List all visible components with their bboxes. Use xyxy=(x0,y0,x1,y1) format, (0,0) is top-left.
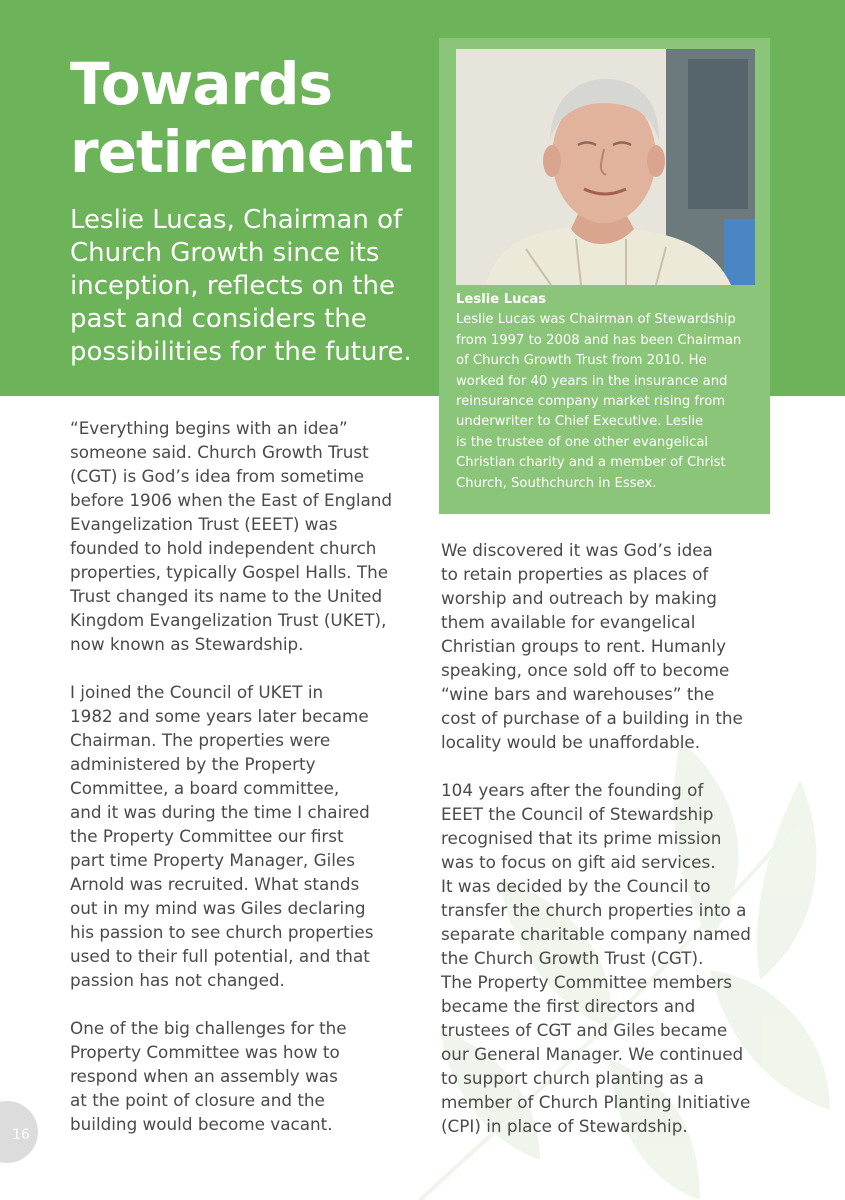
body-line: trustees of CGT and Giles became xyxy=(441,1020,728,1040)
body-paragraph xyxy=(70,416,410,656)
body-line: 104 years after the founding of xyxy=(441,780,704,800)
photo-caption xyxy=(456,290,766,494)
body-line: and it was during the time I chaired xyxy=(70,802,370,822)
body-line: now known as Stewardship. xyxy=(70,634,304,654)
body-line: passion has not changed. xyxy=(70,970,285,990)
body-line: We discovered it was God’s idea xyxy=(441,540,713,560)
caption-name: Leslie Lucas xyxy=(456,292,547,307)
body-line: member of Church Planting Initiative xyxy=(441,1092,751,1112)
body-line: 1982 and some years later became xyxy=(70,706,369,726)
caption-line: Christian charity and a member of Christ xyxy=(456,455,726,471)
body-paragraph xyxy=(441,538,781,754)
body-line: at the point of closure and the xyxy=(70,1090,325,1110)
body-line: transfer the church properties into a xyxy=(441,900,747,920)
body-line: (CGT) is God’s idea from sometime xyxy=(70,466,365,486)
portrait-photo xyxy=(456,49,755,285)
body-line: locality would be unaffordable. xyxy=(441,732,701,752)
page-title xyxy=(70,50,430,186)
body-line: One of the big challenges for the xyxy=(70,1018,347,1038)
body-line: founded to hold independent church xyxy=(70,538,377,558)
body-line: (CPI) in place of Stewardship. xyxy=(441,1116,688,1136)
body-line: worship and outreach by making xyxy=(441,588,717,608)
body-line: to retain properties as places of xyxy=(441,564,709,584)
subtitle-line: Church Growth since its xyxy=(70,238,380,268)
body-line: Evangelization Trust (EEET) was xyxy=(70,514,338,534)
page-number: 16 xyxy=(12,1127,30,1143)
body-line: Christian groups to rent. Humanly xyxy=(441,636,727,656)
body-line: Committee, a board committee, xyxy=(70,778,340,798)
body-line: Property Committee was how to xyxy=(70,1042,340,1062)
body-line: before 1906 when the East of England xyxy=(70,490,393,510)
caption-line: reinsurance company market rising from xyxy=(456,394,726,410)
title-line: retirement xyxy=(70,118,413,186)
body-line: speaking, once sold off to become xyxy=(441,660,730,680)
body-line: used to their full potential, and that xyxy=(70,946,370,966)
body-line: I joined the Council of UKET in xyxy=(70,682,324,702)
caption-line: of Church Growth Trust from 2010. He xyxy=(456,353,707,369)
body-line: Arnold was recruited. What stands xyxy=(70,874,360,894)
subtitle xyxy=(70,204,420,369)
body-column-left xyxy=(70,416,410,1160)
body-line: separate charitable company named xyxy=(441,924,751,944)
subtitle-line: Leslie Lucas, Chairman of xyxy=(70,205,403,235)
title-line: Towards xyxy=(70,50,333,118)
body-line: became the first directors and xyxy=(441,996,696,1016)
body-column-right xyxy=(441,538,781,1162)
body-line: Trust changed its name to the United xyxy=(70,586,383,606)
body-line: recognised that its prime mission xyxy=(441,828,722,848)
body-line: Kingdom Evangelization Trust (UKET), xyxy=(70,610,387,630)
caption-line: from 1997 to 2008 and has been Chairman xyxy=(456,332,742,348)
body-line: his passion to see church properties xyxy=(70,922,374,942)
caption-line: underwriter to Chief Executive. Leslie xyxy=(456,414,704,430)
body-paragraph xyxy=(70,1016,410,1136)
body-line: the Church Growth Trust (CGT). xyxy=(441,948,704,968)
body-line: administered by the Property xyxy=(70,754,316,774)
caption-line: worked for 40 years in the insurance and xyxy=(456,373,728,389)
body-line: properties, typically Gospel Halls. The xyxy=(70,562,389,582)
subtitle-line: past and considers the xyxy=(70,304,367,334)
caption-line: Leslie Lucas was Chairman of Stewardship xyxy=(456,312,736,328)
body-line: respond when an assembly was xyxy=(70,1066,338,1086)
body-line: “wine bars and warehouses” the xyxy=(441,684,715,704)
body-line: to support church planting as a xyxy=(441,1068,704,1088)
body-line: “Everything begins with an idea” xyxy=(70,418,348,438)
portrait-illustration xyxy=(456,49,755,285)
body-line: the Property Committee our first xyxy=(70,826,344,846)
body-paragraph xyxy=(70,680,410,992)
caption-line: is the trustee of one other evangelical xyxy=(456,434,709,450)
body-line: part time Property Manager, Giles xyxy=(70,850,355,870)
subtitle-line: possibilities for the future. xyxy=(70,337,412,367)
body-line: was to focus on gift aid services. xyxy=(441,852,716,872)
body-paragraph xyxy=(441,778,781,1138)
body-line: cost of purchase of a building in the xyxy=(441,708,743,728)
body-line: building would become vacant. xyxy=(70,1114,333,1134)
body-line: EEET the Council of Stewardship xyxy=(441,804,714,824)
caption-line: Church, Southchurch in Essex. xyxy=(456,475,657,491)
profile-sidebar xyxy=(439,38,770,514)
body-line: our General Manager. We continued xyxy=(441,1044,744,1064)
body-line: The Property Committee members xyxy=(441,972,733,992)
body-line: Chairman. The properties were xyxy=(70,730,331,750)
body-line: someone said. Church Growth Trust xyxy=(70,442,369,462)
body-line: them available for evangelical xyxy=(441,612,696,632)
body-line: It was decided by the Council to xyxy=(441,876,711,896)
body-line: out in my mind was Giles declaring xyxy=(70,898,366,918)
subtitle-line: inception, reflects on the xyxy=(70,271,395,301)
